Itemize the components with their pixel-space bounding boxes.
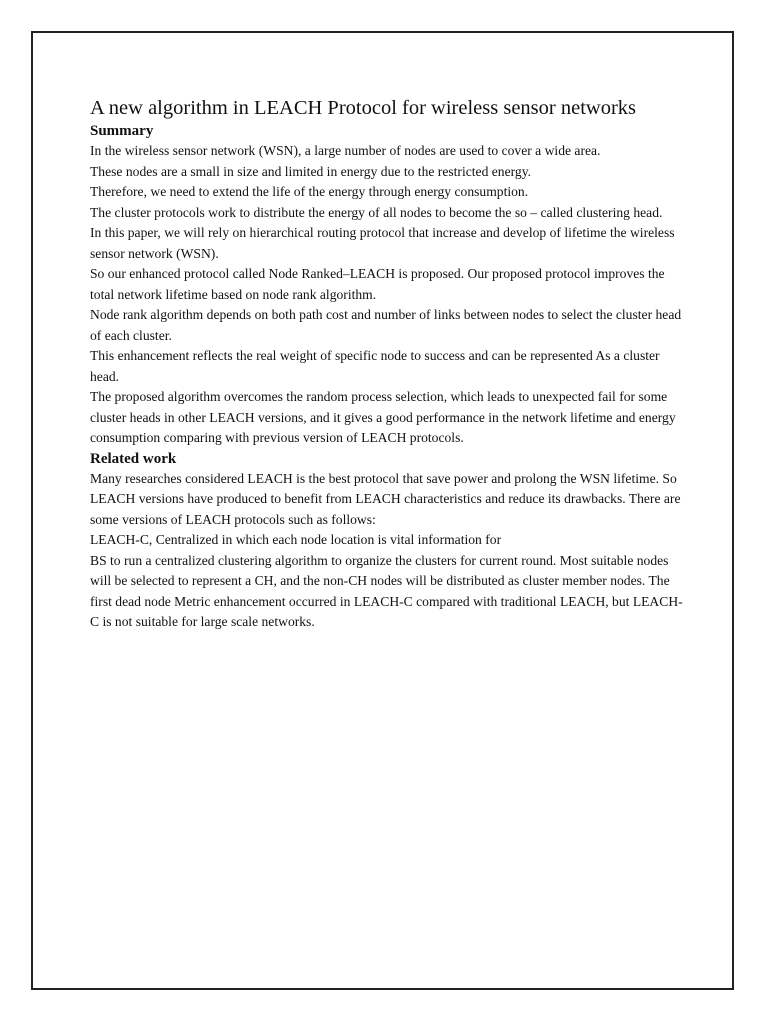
related-work-paragraph: LEACH-C, Centralized in which each node location is vital information for (90, 532, 502, 547)
related-work-paragraph: BS to run a centralized clustering algorithm to organize the clusters for current round. Most suitable nodes will be selected to represent a CH, and the non-CH nodes will be distributed as cluster member nodes. The first dead node Metric enhancement occurred in LEACH-C compared with traditional LEACH, but LEACH-C is not suitable for large scale networks. (90, 552, 683, 629)
summary-paragraph: Therefore, we need to extend the life of the energy through energy consumption. (90, 184, 529, 199)
document-content (90, 95, 685, 633)
document-page (31, 31, 734, 990)
summary-paragraph: These nodes are a small in size and limited in energy due to the restricted energy. (90, 163, 532, 179)
summary-paragraph: In this paper, we will rely on hierarchical routing protocol that increase and develop of lifetime the wireless sensor network (WSN). (90, 225, 675, 261)
summary-paragraph: Node rank algorithm depends on both path cost and number of links between nodes to select the cluster head of each cluster. (90, 307, 682, 343)
summary-heading: Summary (90, 123, 154, 139)
document-title: A new algorithm in LEACH Protocol for wireless sensor networks (90, 97, 637, 119)
summary-paragraph: So our enhanced protocol called Node Ranked–LEACH is proposed. Our proposed protocol improves the total network lifetime based on node rank algorithm. (90, 266, 665, 302)
summary-paragraph: The cluster protocols work to distribute the energy of all nodes to become the so – called clustering head. (90, 204, 663, 220)
related-work-paragraph: Many researches considered LEACH is the best protocol that save power and prolong the WSN lifetime. So LEACH versions have produced to benefit from LEACH characteristics and reduce its drawbacks. There are some versions of LEACH protocols such as follows: (90, 470, 681, 527)
summary-paragraph: This enhancement reflects the real weight of specific node to success and can be represented As a cluster head. (90, 348, 660, 384)
related-work-heading: Related work (90, 450, 177, 467)
summary-paragraph: In the wireless sensor network (WSN), a large number of nodes are used to cover a wide area. (90, 143, 601, 158)
summary-paragraph: The proposed algorithm overcomes the random process selection, which leads to unexpected fail for some cluster heads in other LEACH versions, and it gives a good performance in the network lifetime and energy consumption comparing with previous version of LEACH protocols. (90, 389, 676, 445)
